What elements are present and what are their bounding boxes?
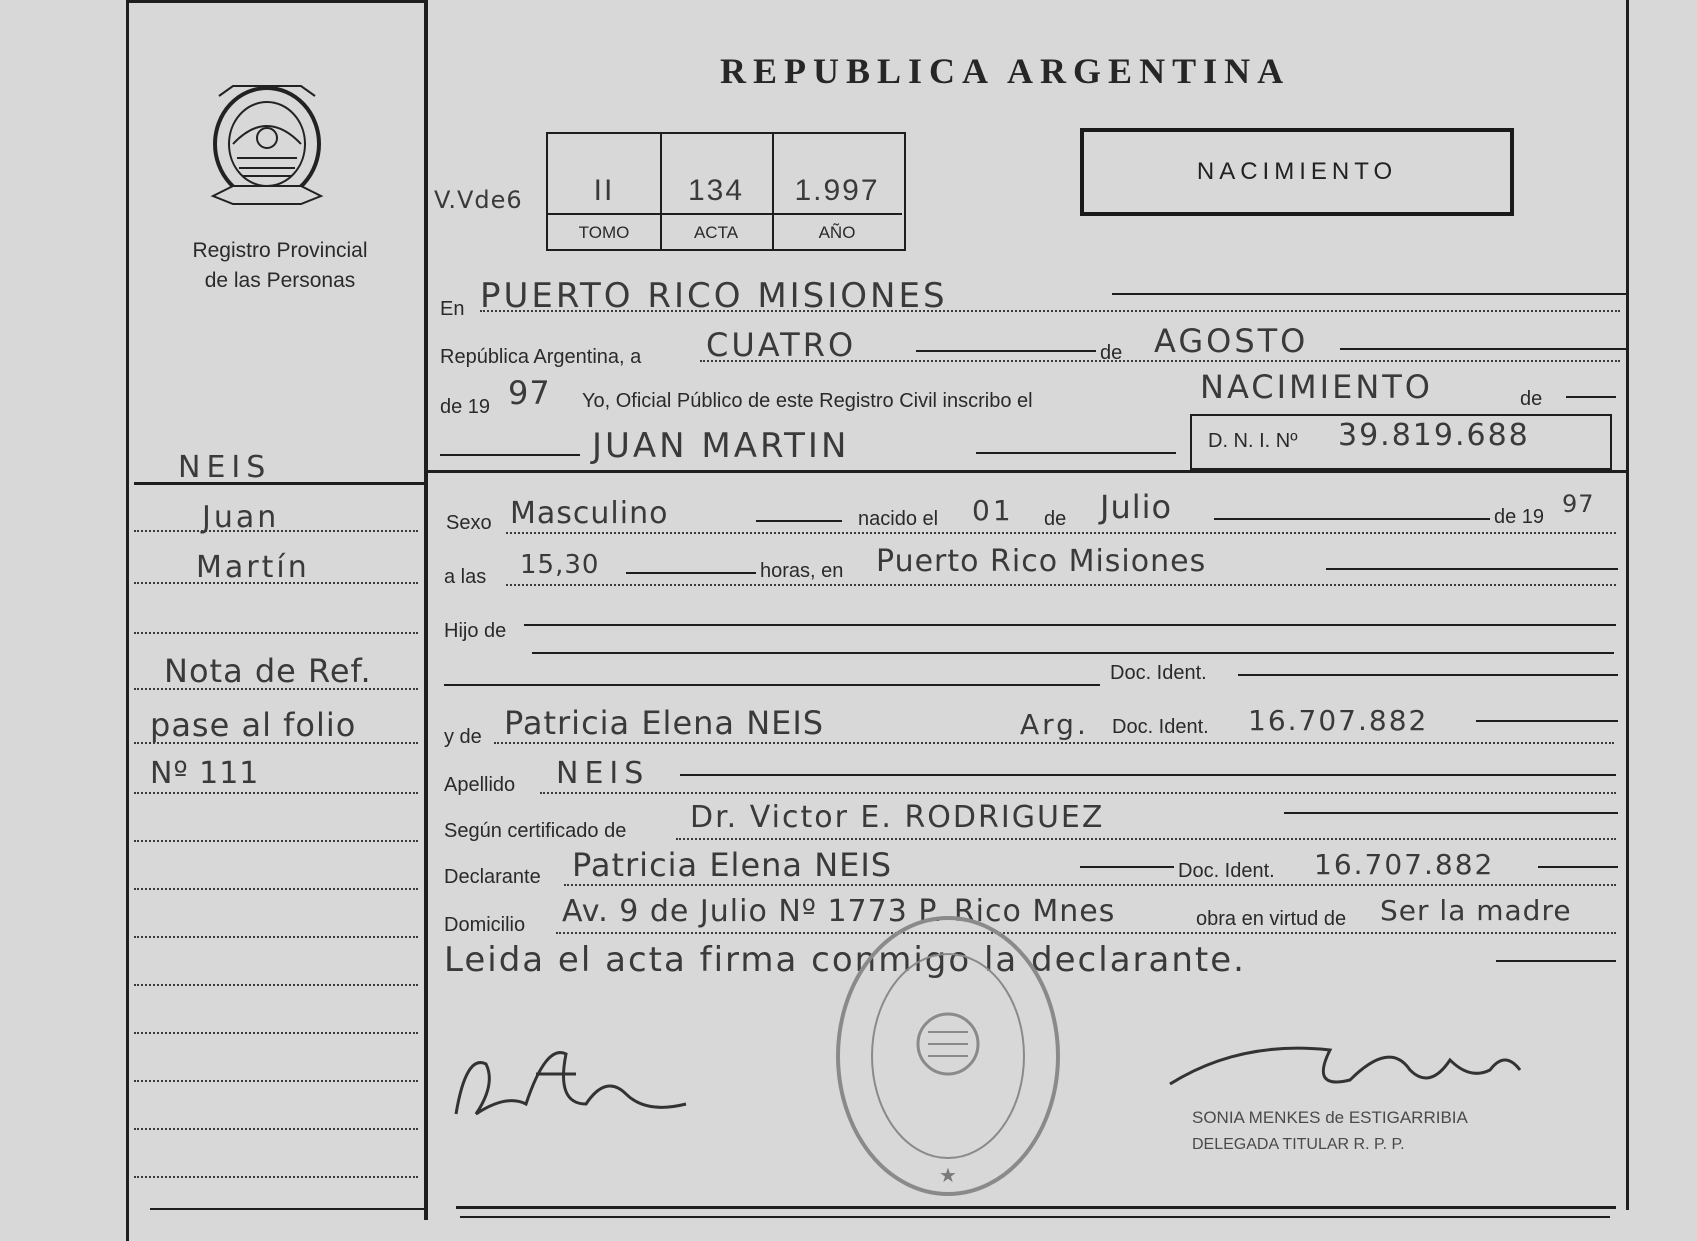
de-label-2: de: [1520, 388, 1543, 410]
sexo-dots: [506, 532, 1616, 534]
margin-dots-13: [134, 1128, 418, 1130]
name-line-left: [440, 454, 580, 456]
registry-name-line1: Registro Provincial: [192, 239, 368, 262]
acta-cell: [660, 134, 774, 249]
margin-dots-9: [134, 936, 418, 938]
margin-dots-1: [134, 530, 418, 532]
father-doc-label: Doc. Ident.: [1110, 662, 1207, 684]
declarante-doc-label: Doc. Ident.: [1178, 860, 1275, 882]
margin-note-line2: pase al folio: [150, 706, 357, 744]
closing-line: [1496, 960, 1616, 962]
act-type-label: NACIMIENTO: [1196, 158, 1398, 185]
en-label: En: [440, 298, 465, 320]
margin-divider: [424, 0, 428, 1220]
closing-note: Leida el acta firma conmigo la declarante.: [444, 940, 1246, 980]
bottom-border: [456, 1206, 1616, 1209]
hijo-line-2: [532, 652, 1614, 654]
birth-month-line: [1214, 518, 1490, 520]
y-de-label: y de: [444, 726, 482, 748]
sexo-label: Sexo: [446, 512, 492, 534]
day-line: [916, 350, 1096, 352]
tomo-label: TOMO: [548, 213, 660, 243]
place-line: [1112, 293, 1626, 295]
sexo-line: [756, 520, 842, 522]
margin-note-line3: Nº 111: [150, 756, 260, 791]
declarante-doc-value: 16.707.882: [1314, 848, 1495, 881]
birth-year-suffix: 97: [1562, 490, 1595, 518]
mother-doc-line: [1476, 720, 1618, 722]
declarante-doc-line: [1538, 866, 1618, 868]
declarante-value: Patricia Elena NEIS: [572, 846, 893, 884]
year-suffix: 97: [508, 374, 551, 412]
republic-label: República Argentina, a: [440, 346, 642, 368]
tomo-value: II: [593, 174, 615, 207]
section-divider: [428, 470, 1626, 473]
birth-time: 15,30: [520, 550, 600, 580]
sexo-value: Masculino: [510, 496, 669, 531]
de-label-3: de: [1044, 508, 1067, 530]
mother-doc-value: 16.707.882: [1248, 704, 1429, 737]
day-written: CUATRO: [706, 326, 857, 364]
certificado-line: [1284, 812, 1618, 814]
act-type-box: [1080, 128, 1514, 216]
margin-dots-11: [134, 1032, 418, 1034]
left-page-edge: [126, 0, 129, 1241]
margin-surname: NEIS: [178, 450, 272, 485]
margin-note-line1: Nota de Ref.: [164, 652, 372, 690]
place-dots: [480, 310, 1620, 312]
obra-label: obra en virtud de: [1196, 908, 1347, 930]
time-line: [626, 572, 756, 574]
margin-dots-6: [134, 792, 418, 794]
margin-dots-4: [134, 688, 418, 690]
birth-place-line: [1326, 568, 1618, 570]
anio-value: 1.997: [794, 174, 880, 207]
margin-dots-7: [134, 840, 418, 842]
obra-value: Ser la madre: [1380, 894, 1572, 927]
apellido-line: [680, 774, 1616, 776]
birth-month: Julio: [1100, 488, 1173, 526]
declarant-signature-icon: [446, 1024, 706, 1134]
dni-label: D. N. I. Nº: [1208, 430, 1298, 452]
margin-dots-2: [134, 582, 418, 584]
mother-dots: [494, 742, 1614, 744]
margin-dots-5: [134, 742, 418, 744]
anio-cell: [772, 134, 902, 249]
official-signature-icon: [1160, 1030, 1530, 1110]
apellido-value: NEIS: [556, 756, 650, 791]
declarante-label: Declarante: [444, 866, 541, 888]
registration-type: NACIMIENTO: [1200, 368, 1433, 406]
anio-label: AÑO: [772, 213, 902, 243]
margin-bottom-line: [150, 1208, 426, 1210]
margin-dots-8: [134, 888, 418, 890]
time-dots: [506, 584, 1616, 586]
de19-label: de 19: [1494, 506, 1545, 528]
declarante-line: [1080, 866, 1174, 868]
mother-nationality: Arg.: [1020, 708, 1089, 741]
official-title: DELEGADA TITULAR R. P. P.: [1192, 1136, 1405, 1153]
margin-first-name: Juan: [202, 500, 280, 535]
official-name: SONIA MENKES de ESTIGARRIBIA: [1192, 1108, 1468, 1127]
type-line: [1566, 396, 1616, 398]
nacido-label: nacido el: [858, 508, 939, 530]
registry-name-line2: de las Personas: [204, 269, 356, 292]
de-label: de: [1100, 342, 1123, 364]
document-title: REPUBLICA ARGENTINA: [720, 51, 1291, 91]
margin-dots-3: [134, 632, 418, 634]
right-border: [1626, 0, 1629, 1210]
margin-dots-10: [134, 984, 418, 986]
certificado-dots: [676, 838, 1616, 840]
father-doc-line-right: [1238, 674, 1618, 676]
margin-annotation: V.Vde6: [434, 186, 523, 214]
domicilio-dots: [556, 932, 1616, 934]
horas-label: horas, en: [760, 560, 844, 582]
mother-doc-label: Doc. Ident.: [1112, 716, 1209, 738]
birth-day: 01: [972, 494, 1014, 527]
registry-name: [160, 236, 400, 296]
top-border: [126, 0, 426, 3]
margin-dots-12: [134, 1080, 418, 1082]
apellido-dots: [540, 792, 1616, 794]
domicilio-label: Domicilio: [444, 914, 526, 936]
month-written: AGOSTO: [1154, 322, 1309, 360]
record-table: [546, 132, 906, 251]
margin-dots-14: [134, 1176, 418, 1178]
hijo-line-1: [524, 624, 1616, 626]
official-text: Yo, Oficial Público de este Registro Civil inscribo el: [582, 390, 1033, 412]
domicilio-value: Av. 9 de Julio Nº 1773 P. Rico Mnes: [562, 894, 1116, 929]
svg-text:★: ★: [939, 1163, 957, 1187]
father-doc-line: [444, 684, 1100, 686]
month-line: [1340, 348, 1626, 350]
margin-second-name: Martín: [196, 550, 310, 585]
dni-value: 39.819.688: [1338, 418, 1530, 453]
a-las-label: a las: [444, 566, 487, 588]
province-seal-icon: [203, 78, 331, 214]
dni-box: [1190, 414, 1612, 470]
child-name: JUAN MARTIN: [592, 426, 850, 466]
place-value: PUERTO RICO MISIONES: [480, 276, 948, 316]
bottom-border-2: [460, 1216, 1610, 1218]
name-line-right: [976, 452, 1176, 454]
birth-place: Puerto Rico Misiones: [876, 544, 1207, 579]
certificado-value: Dr. Victor E. RODRIGUEZ: [690, 800, 1105, 835]
apellido-label: Apellido: [444, 774, 516, 796]
mother-name: Patricia Elena NEIS: [504, 704, 825, 742]
acta-label: ACTA: [660, 213, 772, 243]
certificado-label: Según certificado de: [444, 820, 627, 842]
tomo-cell: [548, 134, 662, 249]
year-prefix: de 19: [440, 396, 491, 418]
hijo-label: Hijo de: [444, 620, 507, 642]
acta-value: 134: [687, 174, 745, 207]
date-dots: [700, 360, 1620, 362]
registry-stamp-icon: [832, 912, 1064, 1200]
declarante-dots: [564, 884, 1616, 886]
